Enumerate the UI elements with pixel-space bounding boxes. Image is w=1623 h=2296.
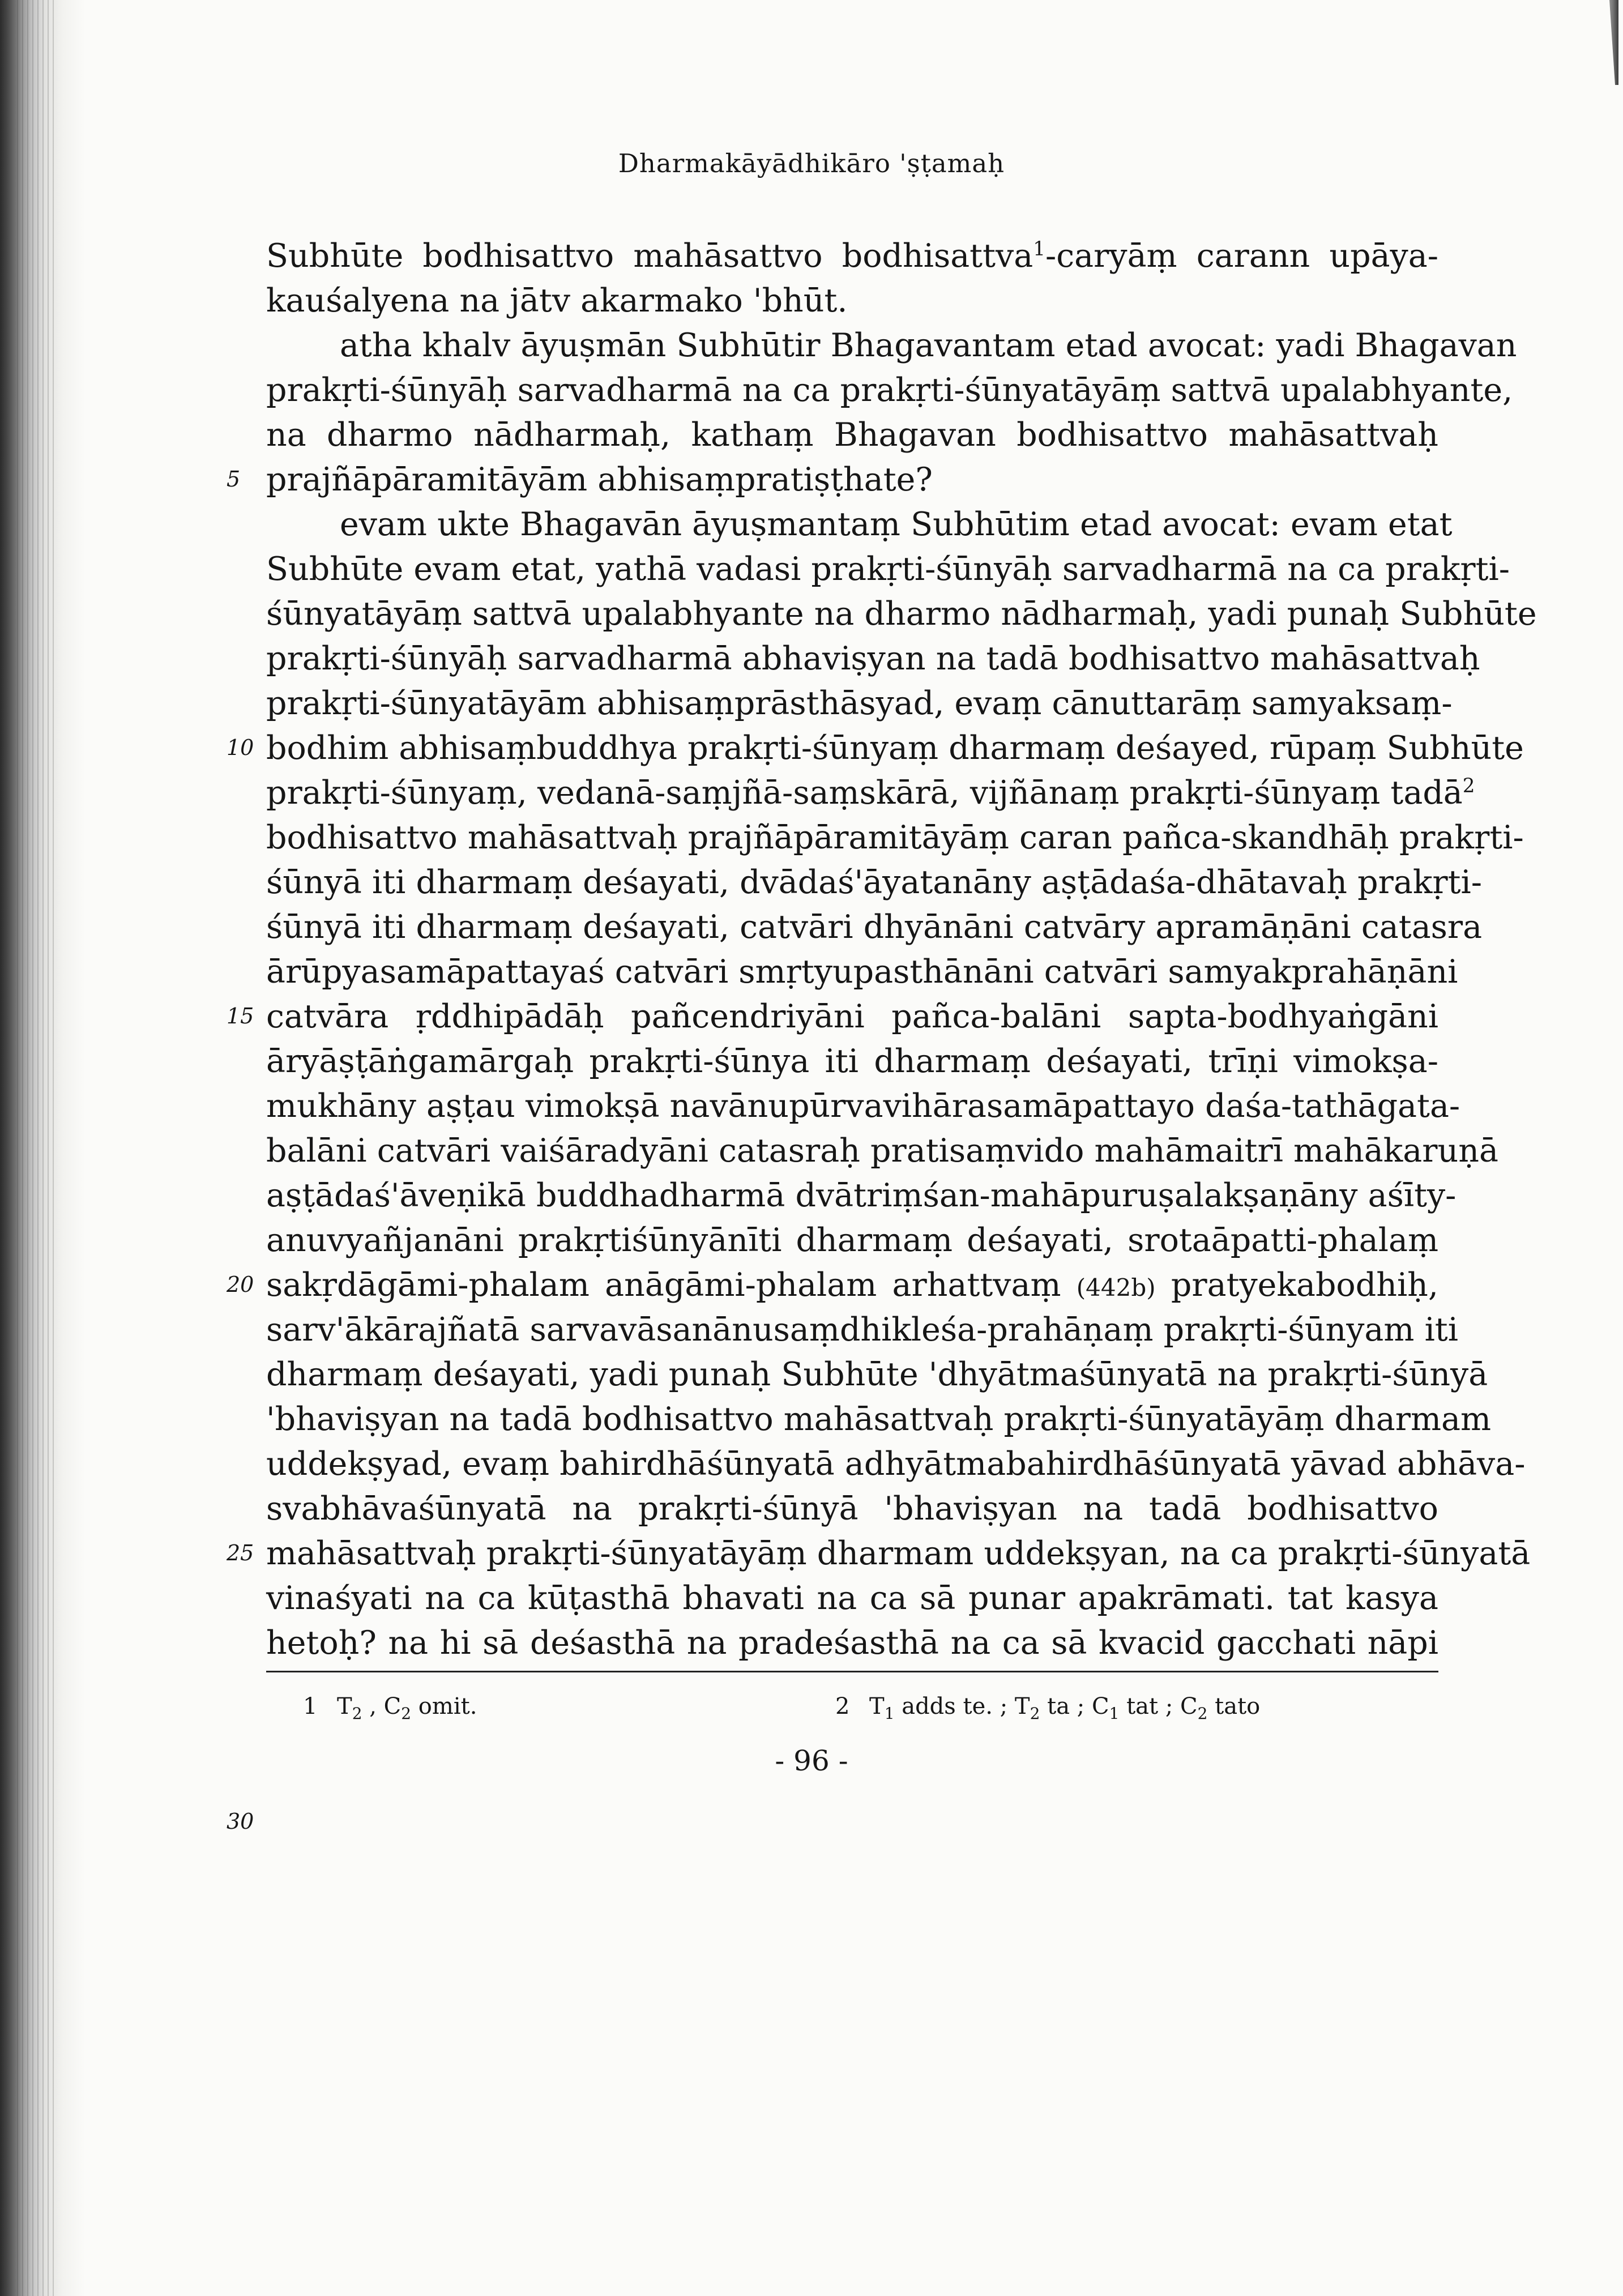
text-line: 'bhaviṣyan na tadā bodhisattvo mahāsattvaḥ prakṛti-śūnyatāyāṃ dharmam (266, 1401, 1492, 1438)
text-line: Subhūte evam etat, yathā vadasi prakṛti-śūnyāḥ sarvadharmā na ca prakṛti- (266, 550, 1510, 588)
line-number: 5 (227, 467, 241, 492)
line-number: 15 (227, 1004, 254, 1028)
line-number: 10 (227, 735, 254, 760)
text-line: śūnyā iti dharmaṃ deśayati, catvāri dhyānāni catvāry apramāṇāni catasra (266, 908, 1483, 946)
text-line: prakṛti-śūnyatāyām abhisaṃprāsthāsyad, evaṃ cānuttarāṃ samyaksaṃ- (266, 685, 1453, 722)
text-line: kauśalyena na jātv akarmako 'bhūt. (266, 282, 848, 319)
text-line: balāni catvāri vaiśāradyāni catasraḥ pratisaṃvido mahāmaitrī mahākaruṇā (266, 1132, 1498, 1170)
text-line: sarv'ākārajñatā sarvavāsanānusaṃdhikleśa-prahāṇaṃ prakṛti-śūnyam iti (266, 1311, 1458, 1348)
text-line: bodhim abhisaṃbuddhya prakṛti-śūnyaṃ dharmaṃ deśayed, rūpaṃ Subhūte (266, 729, 1524, 767)
text-line: anuvyañjanāni prakṛtiśūnyānīti dharmaṃ deśayati, srotaāpatti-phalaṃ (266, 1222, 1438, 1259)
text-line: śūnyā iti dharmaṃ deśayati, dvādaś'āyatanāny aṣṭādaśa-dhātavaḥ prakṛti- (266, 864, 1483, 901)
text-line: uddekṣyad, evaṃ bahirdhāśūnyatā adhyātmabahirdhāśūnyatā yāvad abhāva- (266, 1445, 1526, 1483)
text-line: evam ukte Bhagavān āyuṣmantaṃ Subhūtim etad avocat: evam etat (340, 506, 1453, 543)
line-number: 30 (227, 1809, 254, 1834)
text-line: Subhūte bodhisattvo mahāsattvo bodhisattva$^1$-caryāṃ carann upāya- (266, 237, 1438, 275)
text-line: prakṛti-śūnyāḥ sarvadharmā na ca prakṛti-śūnyatāyāṃ sattvā upalabhyante, (266, 372, 1513, 409)
text-line: ārūpyasamāpattayaś catvāri smṛtyupasthānāni catvāri samyakprahāṇāni (266, 953, 1458, 991)
footnote-ref: 1 (1033, 238, 1045, 261)
text-line: prakṛti-śūnyāḥ sarvadharmā abhaviṣyan na tadā bodhisattvo mahāsattvaḥ (266, 640, 1480, 677)
text-line: mukhāny aṣṭau vimokṣā navānupūrvavihārasamāpattayo daśa-tathāgata- (266, 1087, 1460, 1125)
folio-reference: (442b) (1076, 1274, 1156, 1301)
text-line: prajñāpāramitāyām abhisaṃpratiṣṭhate? (266, 461, 933, 498)
text-line: mahāsattvaḥ prakṛti-śūnyatāyāṃ dharmam uddekṣyan, na ca prakṛti-śūnyatā (266, 1535, 1531, 1572)
text-line: dharmaṃ deśayati, yadi punaḥ Subhūte 'dhyātmaśūnyatā na prakṛti-śūnyā (266, 1356, 1488, 1393)
text-line: sakṛdāgāmi-phalam anāgāmi-phalam arhattvaṃ (442b) pratyekabodhiḥ, (266, 1266, 1439, 1304)
text-line: svabhāvaśūnyatā na prakṛti-śūnyā 'bhaviṣyan na tadā bodhisattvo (266, 1490, 1438, 1527)
text-line: prakṛti-śūnyaṃ, vedanā-saṃjñā-saṃskārā, vijñānaṃ prakṛti-śūnyaṃ tadā$^2$ (266, 774, 1475, 812)
footnote-2: 2 $T_1$ adds te. ; $T_2$ ta ; $C_1$ tat ; $C_2$ tato (835, 1693, 1261, 1723)
line-number: 20 (227, 1272, 254, 1297)
text-line: na dharmo nādharmaḥ, kathaṃ Bhagavan bodhisattvo mahāsattvaḥ (266, 416, 1438, 454)
text-line: atha khalv āyuṣmān Subhūtir Bhagavantam etad avocat: yadi Bhagavan (340, 327, 1517, 364)
footnote-ref: 2 (1462, 775, 1475, 797)
binding-texture (17, 0, 57, 2296)
footnote-1: 1 $T_2$ , $C_2$ omit. (303, 1693, 477, 1723)
running-header: Dharmakāyādhikāro 'ṣṭamaḥ (618, 148, 1005, 178)
footnote-rule (266, 1671, 1438, 1672)
text-line: vinaśyati na ca kūṭasthā bhavati na ca sā punar apakrāmati. tat kasya (266, 1580, 1438, 1617)
text-line: śūnyatāyāṃ sattvā upalabhyante na dharmo nādharmaḥ, yadi punaḥ Subhūte (266, 595, 1537, 633)
text-line: āryāṣṭāṅgamārgaḥ prakṛti-śūnya iti dharmaṃ deśayati, trīṇi vimokṣa- (266, 1043, 1438, 1080)
text-line: bodhisattvo mahāsattvaḥ prajñāpāramitāyāṃ caran pañca-skandhāḥ prakṛti- (266, 819, 1524, 856)
text-line: hetoḥ? na hi sā deśasthā na pradeśasthā na ca sā kvacid gacchati nāpi (266, 1624, 1438, 1662)
page-number: - 96 - (775, 1744, 848, 1777)
scan-corner-mark (1596, 0, 1618, 85)
text-line: catvāra ṛddhipādāḥ pañcendriyāni pañca-balāni sapta-bodhyaṅgāni (266, 998, 1438, 1035)
text-line: aṣṭādaś'āveṇikā buddhadharmā dvātriṃśan-mahāpuruṣalakṣaṇāny aśīty- (266, 1177, 1457, 1214)
line-number: 25 (227, 1540, 254, 1565)
